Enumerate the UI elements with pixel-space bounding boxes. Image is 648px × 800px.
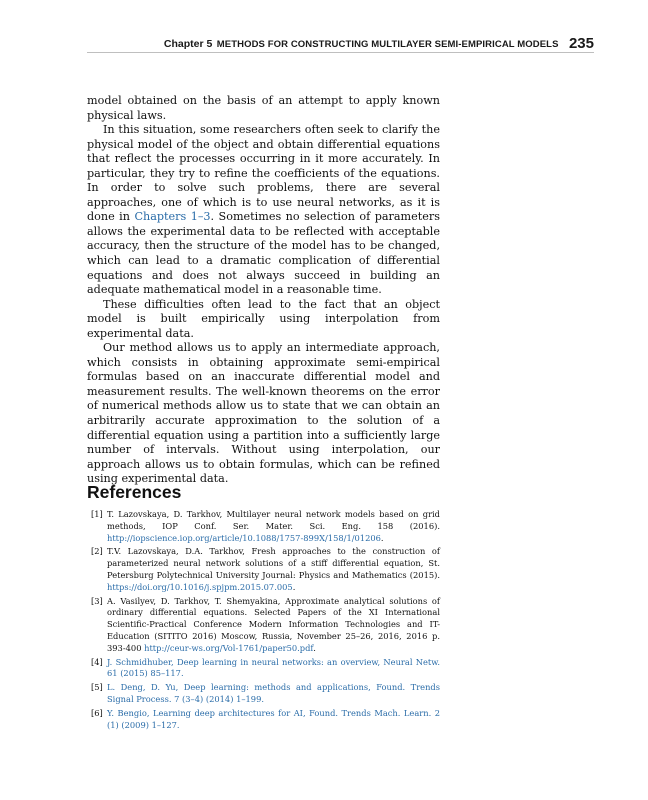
reference-number: [4] [91, 656, 103, 667]
page-number: 235 [568, 35, 594, 52]
reference-number: [1] [91, 509, 103, 519]
reference-number: [2] [91, 546, 103, 557]
reference-item [87, 657, 440, 681]
paragraph-4: Our method allows us to apply an intermediate approach, which consists in obtaining approximate semi-empirical formulas based on an inaccurate differential model and measurement results. The well-known theorems on the error of numerical methods allow us to state that we can obtain an arbitrarily accurate approximation to the solution of a differential equation using a partition into a sufficiently large number of intervals. Without using interpolation, our approach allows us to obtain formulas, which can be refined using experimental data. [87, 341, 440, 486]
reference-link[interactable]: http://ceur-ws.org/Vol-1761/paper50.pdf [144, 642, 314, 653]
reference-item [87, 708, 440, 732]
reference-item [87, 682, 440, 706]
reference-tail: . [313, 642, 316, 653]
reference-item [87, 546, 440, 593]
reference-tail: . [180, 668, 184, 679]
reference-text: A. Vasilyev, D. Tarkhov, T. Shemyakina, Approximate analytical solutions of ordinary differential equations. Selected Papers of the XI International Scientific-Practical Conference Modern Information Technologies and IT-Education (SITITO 2016) Moscow, Russia, November 25–26, 2016, 2016 p. 393-400 [107, 595, 440, 653]
paragraph-1: model obtained on the basis of an attempt to apply known physical laws. [87, 94, 440, 122]
paragraph-2-text-b: . Sometimes no selection of parameters allows the experimental data to be reflected with acceptable accuracy, then the structure of the model has to be changed, which can lead to a dramatic complication of differential equations and does not always succeed in building an adequate mathematical model in a reasonable time. [87, 210, 440, 297]
reference-tail: . [292, 581, 296, 592]
reference-list [87, 509, 440, 733]
references-heading: References [87, 482, 182, 502]
reference-link[interactable]: J. Schmidhuber, Deep learning in neural networks: an overview, Neural Netw. 61 (2015) 85–117 [107, 656, 440, 679]
reference-tail: . [176, 719, 180, 730]
reference-tail: . [261, 693, 264, 704]
chapters-cross-reference-link[interactable]: Chapters 1–3 [134, 210, 211, 224]
main-text [87, 94, 440, 487]
header-chapter: Chapter 5 [163, 38, 213, 50]
reference-number: [3] [91, 595, 103, 606]
reference-link[interactable]: http://iopscience.iop.org/article/10.1088/1757-899X/158/1/01206 [107, 532, 381, 543]
reference-item [87, 596, 440, 655]
reference-link[interactable]: L. Deng, D. Yu, Deep learning: methods and applications, Found. Trends Signal Process. 7 (3–4) (2014) 1–199 [107, 682, 440, 704]
paragraph-3: These difficulties often lead to the fact that an object model is built empirically using interpolation from experimental data. [87, 297, 440, 340]
running-header [87, 34, 594, 50]
header-section-title: METHODS FOR CONSTRUCTING MULTILAYER SEMI-EMPIRICAL MODELS [216, 39, 559, 50]
header-divider [87, 52, 594, 53]
reference-link[interactable]: https://doi.org/10.1016/j.spjpm.2015.07.005 [107, 581, 293, 592]
reference-item [87, 509, 440, 544]
reference-number: [6] [91, 707, 103, 718]
reference-text: T.V. Lazovskaya, D.A. Tarkhov, Fresh approaches to the construction of parameterized neural network solutions of a stiff differential equation, St. Petersburg Polytechnical University Journal: Physics and Mathematics (2015). [107, 546, 440, 580]
paragraph-2-text-a: In this situation, some researchers often seek to clarify the physical model of the object and obtain differential equations that reflect the processes occurring in it more accurately. In particular, they try to refine the coefficients of the equations. In order to solve such problems, there are several approaches, one of which is to use neural networks, as it is done in [87, 123, 440, 224]
reference-link[interactable]: Y. Bengio, Learning deep architectures for AI, Found. Trends Mach. Learn. 2 (1) (2009) 1–127 [107, 707, 440, 730]
reference-text: T. Lazovskaya, D. Tarkhov, Multilayer neural network models based on grid methods, IOP Conf. Ser. Mater. Sci. Eng. 158 (2016). [107, 509, 440, 531]
reference-number: [5] [91, 682, 103, 693]
paragraph-2 [87, 123, 440, 298]
reference-tail: . [380, 532, 384, 543]
